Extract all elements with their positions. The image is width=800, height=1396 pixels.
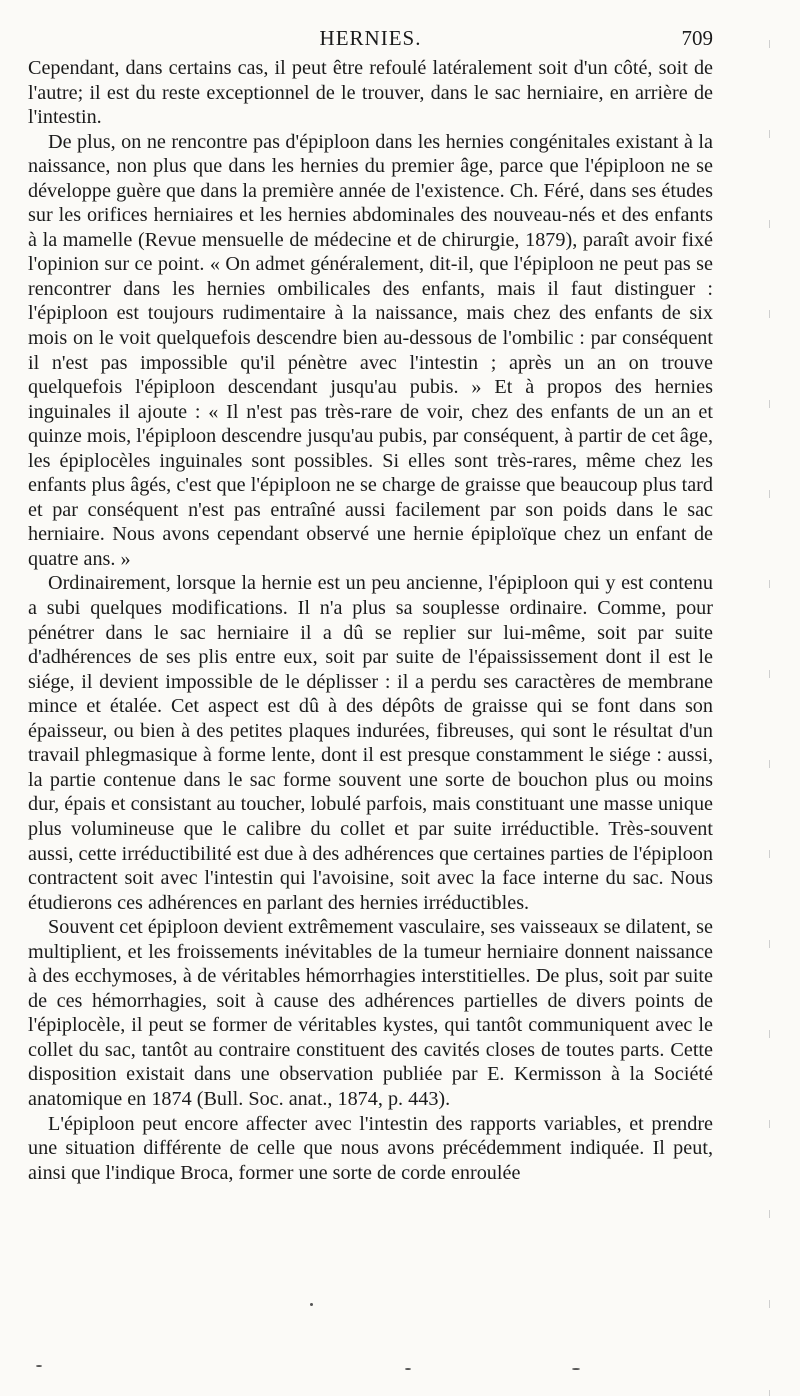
paragraph-3: Ordinairement, lorsque la hernie est un peu ancienne, l'épiploon qui y est contenu a subi quelques modifications. Il n'a plus sa souplesse ordinaire. Comme, pour pénétrer dans le sac herniaire il a dû se replier sur lui-même, soit par suite d'adhérences de ses plis entre eux, soit par suite de l'épaississement dont il est le siége, il devient impossible de le déplisser : il a perdu ses caractères de membrane mince et étalée. Cet aspect est dû à des dépôts de graisse qui se font dans son épaisseur, ou bien à des petites plaques indurées, fibreuses, qui sont le résultat d'un travail phlegmasique à forme lente, dont il est presque constamment le siége : aussi, la partie contenue dans le sac forme souvent une sorte de bouchon plus ou moins dur, épais et consistant au toucher, lobulé parfois, mais constituant une masse unique plus volumineuse que le calibre du collet et par suite irréductible. Très-souvent aussi, cette irréductibilité est due à des adhérences que certaines parties de l'épiploon contractent soit avec l'intestin qui l'avoisine, soit avec la face interne du sac. Nous étudierons ces adhérences en parlant des hernies irréductibles. xyxy=(28,572,713,914)
page-header xyxy=(28,26,713,56)
paragraph-5: L'épiploon peut encore affecter avec l'intestin des rapports variables, et prendre une situation différente de celle que nous avons précédemment indiquée. Il peut, ainsi que l'indique Broca, former une sorte de corde enroulée xyxy=(28,1112,713,1184)
paragraph-1: Cependant, dans certains cas, il peut être refoulé latéralement soit d'un côté, soit de l'autre; il est du reste exceptionnel de le trouver, dans le sac herniaire, en arrière de l'intestin. xyxy=(28,57,713,129)
page-edge-shadow xyxy=(769,0,770,1396)
paragraph-4: Souvent cet épiploon devient extrêmement vasculaire, ses vaisseaux se dilatent, se multiplient, et les froissements inévitables de la tumeur herniaire donnent naissance à des ecchymoses, à de véritables hémorrhagies interstitielles. De plus, soit par suite de ces hémorrhagies, soit à cause des adhérences partielles de divers points de l'épiplocèle, il peut se former de véritables kystes, qui tantôt communiquent avec le collet du sac, tantôt au contraire constituent des cavités closes de toutes parts. Cette disposition existait dans une observation publiée par E. Kermisson à la Société anatomique en 1874 (Bull. Soc. anat., 1874, p. 443). xyxy=(28,916,713,1110)
paragraph-2: De plus, on ne rencontre pas d'épiploon dans les hernies congénitales existant à la naissance, non plus que dans les hernies du premier âge, parce que l'épiploon ne se développe guère que dans la première année de l'existence. Ch. Féré, dans ses études sur les orifices herniaires et les hernies abdominales des nouveau-nés et des enfants à la mamelle (Revue mensuelle de médecine et de chirurgie, 1879), paraît avoir fixé l'opinion sur ce point. « On admet généralement, dit-il, que l'épiploon ne peut pas se rencontrer dans les hernies ombilicales des enfants, mais il faut distinguer : l'épiploon est toujours rudimentaire à la naissance, mais chez des enfants de six mois on le voit quelquefois descendre bien au-dessous de l'ombilic : par conséquent il n'est pas impossible qu'il pénètre avec l'intestin ; après un an on trouve quelquefois l'épiploon descendant jusqu'au pubis. » Et à propos des hernies inguinales il ajoute : « Il n'est pas très-rare de voir, chez des enfants de un an et quinze mois, l'épiploon descendre jusqu'au pubis, par conséquent, à partir de cet âge, les épiplocèles inguinales sont possibles. Si elles sont très-rares, même chez les enfants plus âgés, c'est que l'épiploon ne se charge de graisse que beaucoup plus tard et par conséquent n'est pas entraîné aussi facilement par son poids dans le sac herniaire. Nous avons cependant observé une hernie épiploïque chez un enfant de quatre ans. » xyxy=(28,130,713,570)
stray-mark xyxy=(310,1303,313,1306)
stray-mark xyxy=(36,1365,42,1367)
body-text xyxy=(28,56,713,1185)
book-page xyxy=(28,26,713,1185)
page-number: 709 xyxy=(681,26,713,50)
running-title: HERNIES. xyxy=(319,26,422,50)
stray-mark xyxy=(572,1368,580,1370)
stray-mark xyxy=(405,1368,411,1370)
